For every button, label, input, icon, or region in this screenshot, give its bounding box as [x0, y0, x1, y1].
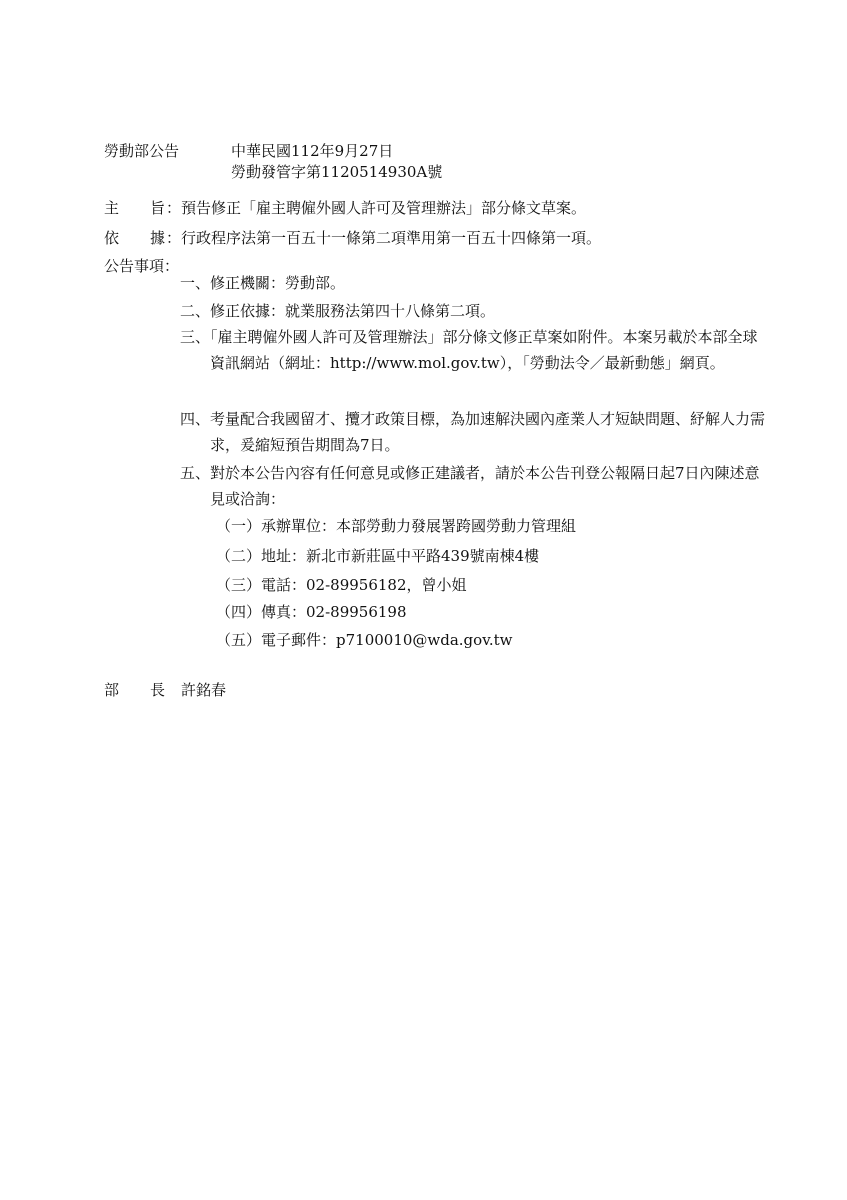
- signature-title-char-2: 長: [150, 681, 166, 699]
- contact-item: （四）傳真：02-89956198: [216, 603, 407, 621]
- contact-item: （五）電子郵件：p7100010@wda.gov.tw: [216, 631, 513, 649]
- notice-item: 二、修正依據：就業服務法第四十八條第二項。: [180, 302, 496, 320]
- announcement-date: 中華民國112年9月27日: [231, 142, 394, 160]
- basis-label-char-1: 依: [104, 229, 120, 247]
- contact-item: （一）承辦單位：本部勞動力發展署跨國勞動力管理組: [216, 517, 577, 535]
- basis-text: 行政程序法第一百五十一條第二項準用第一百五十四條第一項。: [181, 229, 602, 247]
- notice-item: 三、「雇主聘僱外國人許可及管理辦法」部分條文修正草案如附件。本案另載於本部全球資訊網站（網址：http://www.mol.gov.tw），「勞動法令／最新動態」網頁。: [180, 328, 758, 372]
- subject-label-char-1: 主: [104, 199, 120, 217]
- subject-colon: ：: [166, 199, 182, 217]
- issuer-heading: 勞動部公告: [104, 142, 180, 160]
- basis-colon: ：: [166, 229, 182, 247]
- subject-text: 預告修正「雇主聘僱外國人許可及管理辦法」部分條文草案。: [181, 199, 587, 217]
- notice-item: 四、考量配合我國留才、攬才政策目標，為加速解決國內產業人才短缺問題、紓解人力需求，爰縮短預告期間為7日。: [180, 410, 766, 454]
- contact-item: （二）地址：新北市新莊區中平路439號南棟4樓: [216, 547, 540, 565]
- signature-title-char-1: 部: [104, 681, 120, 699]
- contact-item: （三）電話：02-89956182，曾小姐: [216, 576, 467, 594]
- basis-label-char-2: 據: [150, 229, 166, 247]
- notice-items-label: 公告事項：: [104, 257, 180, 275]
- document-number: 勞動發管字第1120514930A號: [231, 163, 443, 181]
- notice-item: 五、對於本公告內容有任何意見或修正建議者，請於本公告刊登公報隔日起7日內陳述意見或洽詢：: [180, 464, 760, 508]
- signature-name: 許銘春: [181, 681, 227, 699]
- notice-item: 一、修正機關：勞動部。: [180, 274, 346, 292]
- subject-label-char-2: 旨: [150, 199, 166, 217]
